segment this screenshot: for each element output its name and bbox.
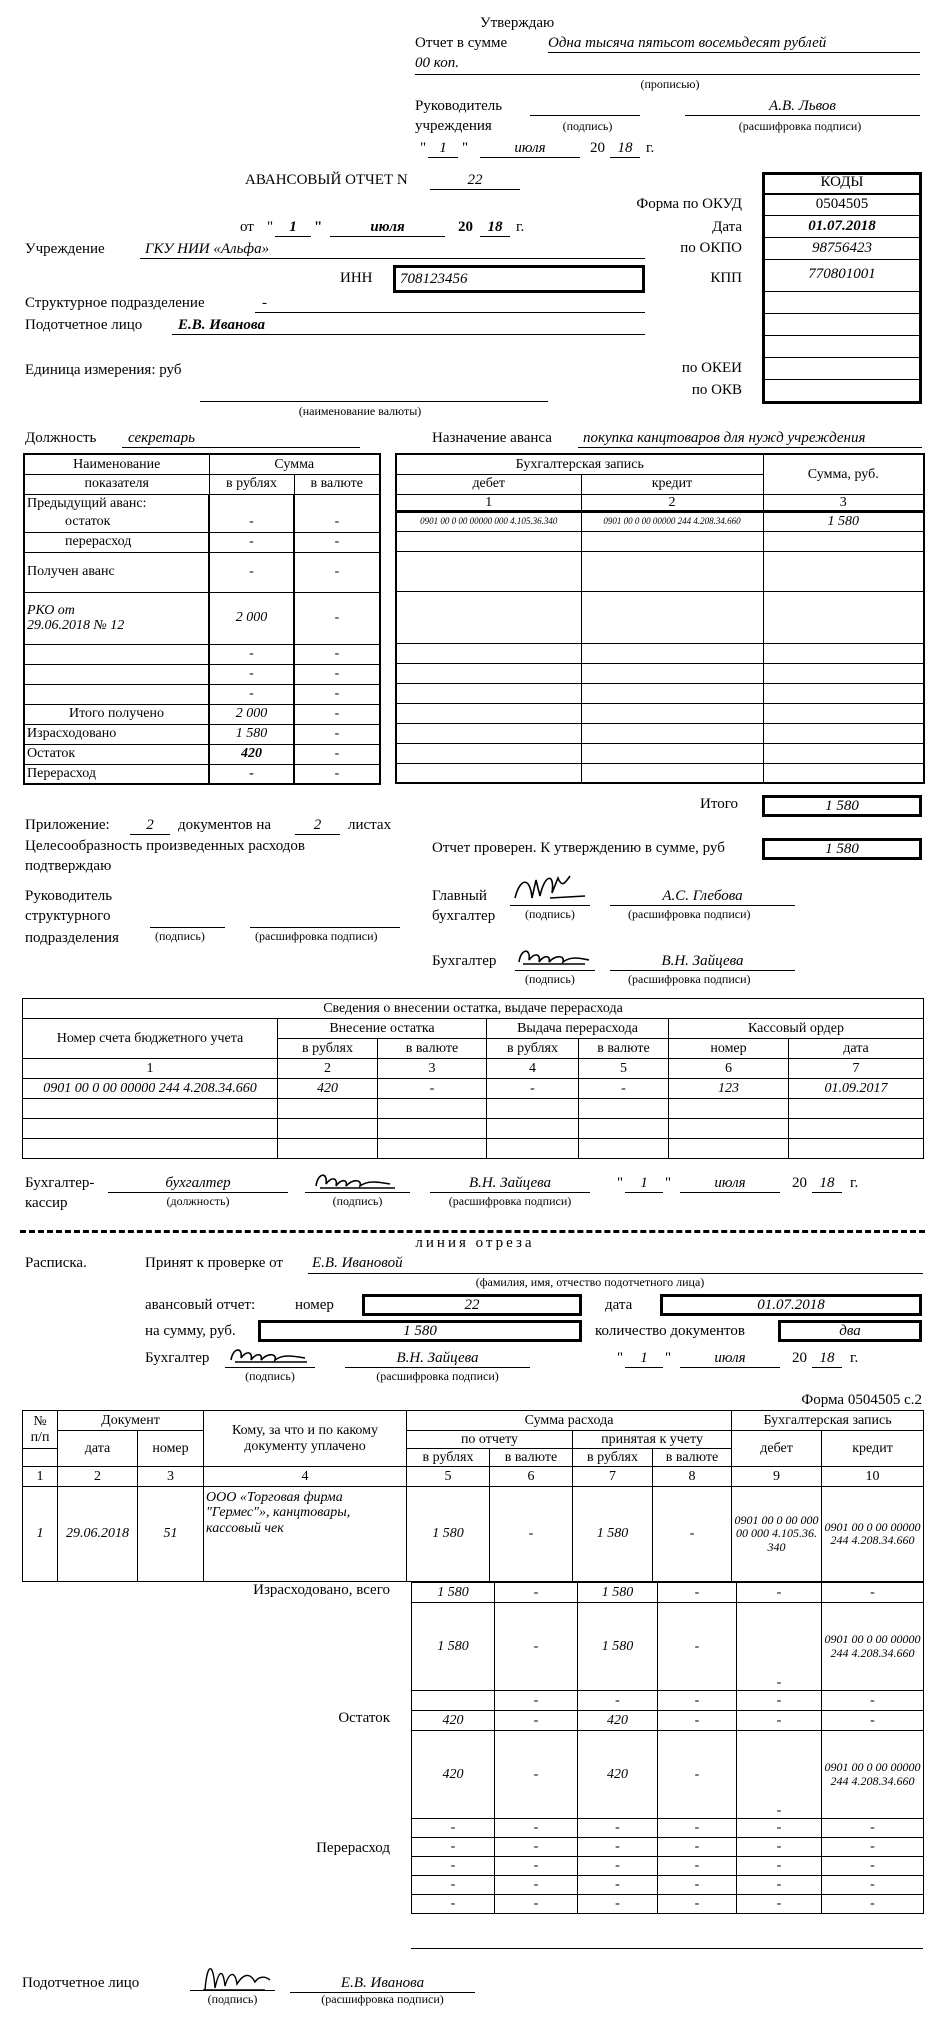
receipt-acc-name: В.Н. Зайцева: [345, 1350, 530, 1368]
approve-title: Утверждаю: [480, 15, 555, 31]
receipt-sum-box: 1 580: [258, 1320, 582, 1342]
chief-name: А.С. Глебова: [610, 888, 795, 906]
sign-caption: (подпись): [562, 119, 613, 133]
advance-table: Наименование Сумма показателя в рублях в валюте Предыдущий аванс: остаток - - перерасход - - Получен аванс - - РКО от 29.06.2018 № 12 2 000 - - - - - - - Итого получено 2 000 - Израсходовано 1 580 - Остаток 420 - Перерасход - -: [23, 453, 381, 785]
report-number: 22: [430, 172, 520, 190]
person-signature: [195, 1952, 275, 1994]
head-label: Руководитель: [415, 98, 503, 114]
approve-day: 1: [428, 140, 458, 158]
total-box: 1 580: [762, 795, 922, 817]
receipt-month: июля: [680, 1350, 780, 1368]
footer-person-name: Е.В. Иванова: [290, 1975, 475, 1993]
approve-month: июля: [480, 140, 580, 158]
currency-caption: (наименование валюты): [298, 404, 422, 418]
position-value: секретарь: [128, 430, 195, 446]
expense-table: № п/п Документ Кому, за что и по какому документу уплачено Сумма расхода Бухгалтерская запись дата номер по отчету принятая к учету дебет кредит в рублях в валюте в рублях в валюте 1 2 3 4 5 6 7 8 9 10 1 29.06.2018 51 ООО «Торговая фирма "Гермес"», канцтовары, кассовый чек 1 580 - 1 580 - 0901 00 0 00 00000 000 4.105.36.340 0901 00 0 00 00000 244 4.208.34.660: [22, 1410, 924, 1582]
propis-caption: (прописью): [640, 77, 700, 91]
report-month: июля: [330, 219, 445, 237]
totals-table: 1 580 - 1 580 - - - 1 580 - 1 580 - - 0901 00 0 00 00000 244 4.208.34.660 - - - - - 420 - 420 - - - 420 - 420 - - 0901 00 0 00 00000 244 4.208.34.660 - - - - - - - - - - - - - - - - - - - - - - - - - - - - - -: [411, 1582, 924, 1914]
attach-sheets: 2: [295, 817, 340, 835]
checked-sum-box: 1 580: [762, 838, 922, 860]
cut-line: [20, 1230, 925, 1233]
institution: ГКУ НИИ «Альфа»: [145, 241, 270, 257]
kpp-code: 770801001: [808, 266, 876, 282]
report-title: АВАНСОВЫЙ ОТЧЕТ N: [245, 172, 408, 188]
approve-year: 18: [610, 140, 640, 158]
spent-total-label: Израсходовано, всего: [253, 1582, 390, 1598]
report-year: 18: [480, 219, 510, 237]
approve-sum-label: Отчет в сумме: [415, 35, 508, 51]
cashier-signature: [310, 1166, 405, 1194]
chief-signature: [510, 868, 590, 910]
remainder-table: Сведения о внесении остатка, выдаче перерасхода Номер счета бюджетного учета Внесение остатка Выдача перерасхода Кассовый ордер в рублях в валюте в рублях в валюте номер дата 1 2 3 4 5 6 7 0901 00 0 00 00000 244 4.208.34.660 420 - - - 123 01.09.2017: [22, 998, 924, 1159]
head-label-2: учреждения: [415, 118, 492, 134]
accountant-signature: [515, 942, 595, 970]
cashier-day: 1: [625, 1175, 663, 1193]
inn-box: 708123456: [393, 265, 645, 293]
accepted-from: Е.В. Ивановой: [312, 1255, 403, 1271]
receipt-date-box: 01.07.2018: [660, 1294, 922, 1316]
over-label: Перерасход: [316, 1840, 390, 1856]
receipt-number-box: 22: [362, 1294, 582, 1316]
cashier-name: В.Н. Зайцева: [430, 1175, 590, 1193]
receipt-day: 1: [625, 1350, 663, 1368]
receipt-year: 18: [812, 1350, 842, 1368]
receipt-signature: [225, 1342, 315, 1368]
approve-sum-words-2: 00 коп.: [415, 55, 459, 71]
attach-docs: 2: [130, 817, 170, 835]
date-code: 01.07.2018: [808, 218, 876, 234]
person-name: Е.В. Иванова: [178, 317, 265, 333]
cut-line-label: линия отреза: [415, 1235, 535, 1251]
cashier-year: 18: [812, 1175, 842, 1193]
report-day: 1: [275, 219, 311, 237]
purpose-value: покупка канцтоваров для нужд учреждения: [583, 430, 866, 446]
remain-label: Остаток: [338, 1710, 390, 1726]
receipt-count-box: два: [778, 1320, 922, 1342]
approve-sum-words: Одна тысяча пятьсот восемьдесят рублей: [548, 35, 920, 53]
name-caption: (расшифровка подписи): [738, 119, 862, 133]
cashier-month: июля: [680, 1175, 780, 1193]
accountant-name: В.Н. Зайцева: [610, 953, 795, 971]
cashier-position: бухгалтер: [108, 1175, 288, 1193]
head-name: А.В. Львов: [685, 98, 920, 116]
okud-code: 0504505: [815, 196, 869, 212]
okpo-code: 98756423: [812, 240, 872, 256]
form-label-p2: Форма 0504505 с.2: [801, 1392, 922, 1408]
entry-table: Бухгалтерская запись Сумма, руб. дебет кредит 1 2 3 0901 00 0 00 00000 000 4.105.36.340 0901 00 0 00 00000 244 4.208.34.660 1 580: [395, 453, 925, 784]
codes-title: КОДЫ: [820, 174, 864, 190]
